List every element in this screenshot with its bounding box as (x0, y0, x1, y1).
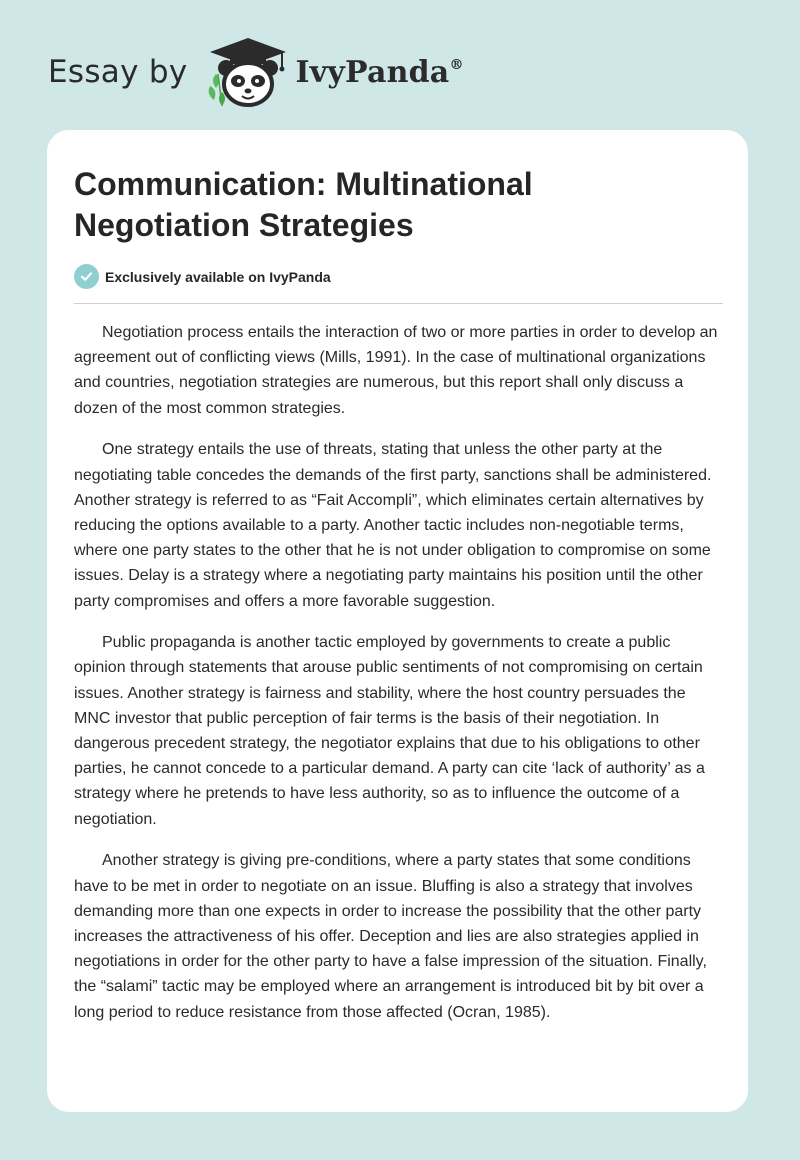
exclusive-badge (74, 264, 331, 289)
ivypanda-logo[interactable] (202, 36, 294, 108)
registered-mark: ® (449, 56, 464, 73)
essay-by-label: Essay by (48, 54, 188, 90)
panda-graduate-icon (202, 36, 294, 108)
essay-body (74, 320, 726, 1041)
paragraph: One strategy entails the use of threats, stating that unless the other party at the negotiating table concedes the demands of the first party, sanctions shall be administered. Another strategy is referred to as “Fait Accompli”, which eliminates certain alternatives by reducing the options available to a party. Another tactic includes non-negotiable terms, where one party states to the other that he is not under obligation to compromise on some issues. Delay is a strategy where a negotiating party maintains his position until the other party compromises and offers a more favorable suggestion. (74, 441, 712, 610)
site-header (48, 36, 464, 108)
checkmark-icon (74, 264, 99, 289)
essay-card (47, 130, 748, 1112)
page-title: Communication: Multinational Negotiation Strategies (74, 166, 533, 243)
divider (74, 303, 723, 304)
brand-name[interactable]: IvyPanda® (295, 54, 464, 90)
paragraph: Public propaganda is another tactic employed by governments to create a public opinion through statements that arouse public sentiments of not compromising on certain issues. Another strategy is fairness and stability, where the host country persuades the MNC investor that public perception of fair terms is the basis of their negotiation. In dangerous precedent strategy, the negotiator explains that due to his obligations to other parties, he cannot concede to a particular demand. A party can cite ‘lack of authority’ as a strategy where he pretends to have less authority, so as to influence the outcome of a negotiation. (74, 634, 705, 828)
exclusive-label: Exclusively available on IvyPanda (105, 268, 331, 285)
paragraph: Another strategy is giving pre-conditions, where a party states that some conditions have to be met in order to negotiate on an issue. Bluffing is also a strategy that involves demanding more than one expects in order to increase the possibility that the other party increases the attractiveness of his offer. Deception and lies are also strategies applied in negotiations in order for the other party to have a false impression of the situation. Finally, the “salami” tactic may be employed where an arrangement is introduced bit by bit over a long period to reduce resistance from those affected (Ocran, 1985). (74, 852, 707, 1021)
paragraph: Negotiation process entails the interaction of two or more parties in order to develop an agreement out of conflicting views (Mills, 1991). In the case of multinational organizations and countries, negotiation strategies are numerous, but this report shall only discuss a dozen of the most common strategies. (74, 324, 718, 417)
